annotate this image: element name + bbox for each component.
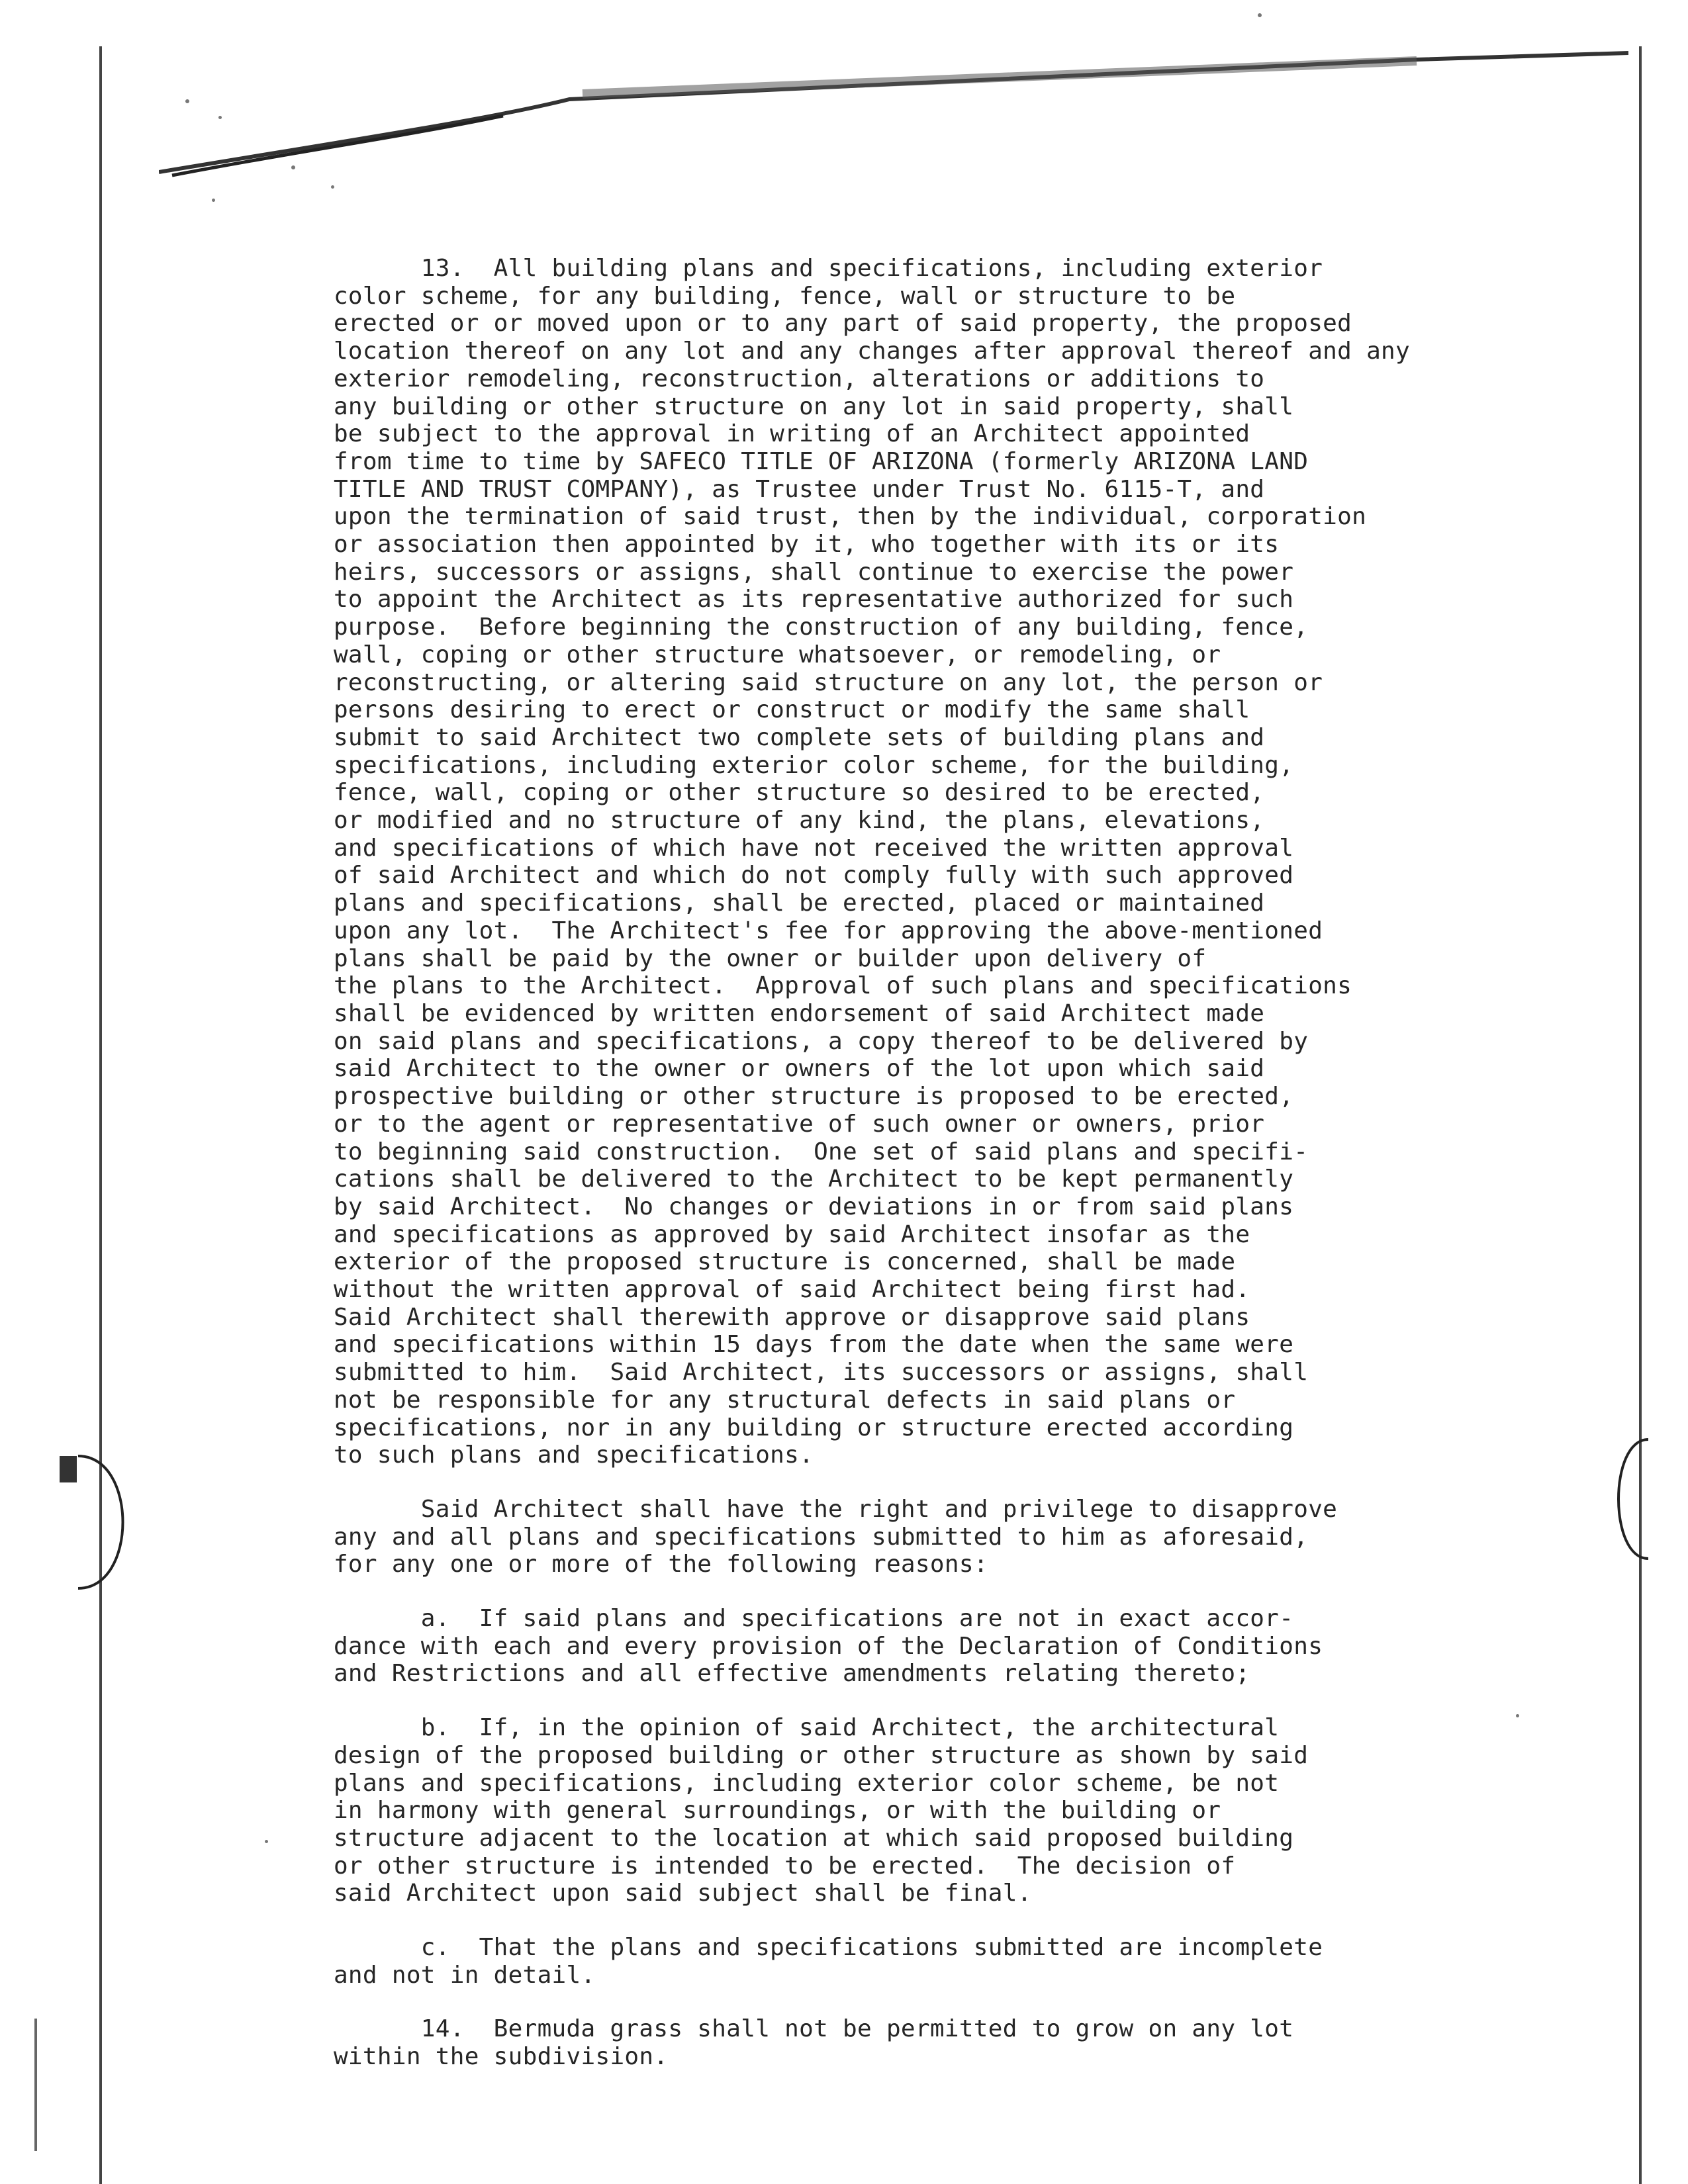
text-line: c. That the plans and specifications submitted are incomplete: [305, 1934, 1323, 1962]
text-line: plans shall be paid by the owner or builder upon delivery of: [305, 944, 1207, 972]
text-line: heirs, successors or assigns, shall continue to exercise the power: [305, 558, 1294, 586]
text-line: specifications, including exterior color scheme, for the building,: [305, 751, 1294, 779]
scan-artifact-line: [34, 2019, 37, 2151]
text-line: or modified and no structure of any kind, the plans, elevations,: [305, 807, 1265, 835]
text-line: a. If said plans and specifications are not in exact accor-: [305, 1605, 1294, 1633]
scan-speckle: [1258, 13, 1262, 17]
text-line: submit to said Architect two complete sets of building plans and: [305, 723, 1265, 751]
document-body: [305, 255, 1509, 2071]
list-item-c: [305, 1934, 1509, 1989]
paragraph-spacer: [305, 1688, 1509, 1714]
text-line: not be responsible for any structural defects in said plans or: [305, 1386, 1236, 1414]
text-line: on said plans and specifications, a copy thereof to be delivered by: [305, 1027, 1309, 1055]
text-line: to beginning said construction. One set of said plans and specifi-: [305, 1138, 1309, 1165]
text-line: plans and specifications, including exterior color scheme, be not: [305, 1769, 1280, 1797]
text-line: to appoint the Architect as its representative authorized for such: [305, 586, 1294, 614]
paragraph-spacer: [305, 1907, 1509, 1934]
text-line: design of the proposed building or other structure as shown by said: [305, 1741, 1309, 1769]
text-line: and Restrictions and all effective amendments relating thereto;: [305, 1660, 1250, 1688]
scan-speckle: [291, 165, 295, 169]
text-line: specifications, nor in any building or structure erected according: [305, 1414, 1294, 1441]
text-line: or association then appointed by it, who together with its or its: [305, 531, 1280, 559]
text-line: any building or other structure on any lot in said property, shall: [305, 392, 1294, 420]
text-line: persons desiring to erect or construct or modify the same shall: [305, 696, 1250, 724]
text-line: Said Architect shall have the right and privilege to disapprove: [305, 1495, 1338, 1523]
text-line: said Architect upon said subject shall be final.: [305, 1880, 1032, 1907]
paragraph-spacer: [305, 1469, 1509, 1496]
text-line: exterior of the proposed structure is concerned, shall be made: [305, 1248, 1236, 1276]
text-line: within the subdivision.: [305, 2043, 669, 2071]
text-line: fence, wall, coping or other structure so desired to be erected,: [305, 779, 1265, 807]
text-line: of said Architect and which do not comply fully with such approved: [305, 862, 1294, 889]
text-line: 13. All building plans and specifications, including exterior: [305, 255, 1323, 282]
paragraph-13: [305, 255, 1509, 1469]
torn-top-edge: [159, 40, 1628, 192]
text-line: in harmony with general surroundings, or with the building or: [305, 1797, 1221, 1825]
text-line: from time to time by SAFECO TITLE OF ARIZONA (formerly ARIZONA LAND: [305, 447, 1309, 475]
paragraph-14: [305, 2015, 1509, 2070]
left-binder-tab: [58, 1449, 131, 1595]
paragraph-architect-rights: [305, 1496, 1509, 1578]
text-line: without the written approval of said Architect being first had.: [305, 1276, 1250, 1304]
text-line: said Architect to the owner or owners of the lot upon which said: [305, 1055, 1265, 1083]
text-line: exterior remodeling, reconstruction, alterations or additions to: [305, 365, 1265, 392]
text-line: and specifications as approved by said Architect insofar as the: [305, 1220, 1250, 1248]
scan-speckle: [218, 116, 222, 119]
list-item-a: [305, 1605, 1509, 1688]
scan-speckle: [1516, 1714, 1519, 1717]
text-line: structure adjacent to the location at which said proposed building: [305, 1824, 1294, 1852]
text-line: be subject to the approval in writing of an Architect appointed: [305, 420, 1250, 448]
scan-speckle: [331, 185, 334, 189]
text-line: dance with each and every provision of the Declaration of Conditions: [305, 1632, 1323, 1660]
text-line: plans and specifications, shall be erected, placed or maintained: [305, 889, 1265, 917]
text-line: b. If, in the opinion of said Architect, the architectural: [305, 1714, 1280, 1742]
text-line: purpose. Before beginning the construction of any building, fence,: [305, 614, 1309, 641]
paragraph-spacer: [305, 1578, 1509, 1605]
text-line: any and all plans and specifications submitted to him as aforesaid,: [305, 1523, 1309, 1551]
text-line: and specifications of which have not received the written approval: [305, 834, 1294, 862]
text-line: or other structure is intended to be erected. The decision of: [305, 1852, 1236, 1880]
text-line: reconstructing, or altering said structure on any lot, the person or: [305, 668, 1323, 696]
text-line: shall be evidenced by written endorsement of said Architect made: [305, 999, 1265, 1027]
right-binder-tab: [1615, 1436, 1655, 1562]
text-line: to such plans and specifications.: [305, 1441, 814, 1469]
text-line: for any one or more of the following reasons:: [305, 1551, 988, 1578]
scan-speckle: [212, 199, 215, 202]
text-line: erected or or moved upon or to any part of said property, the proposed: [305, 310, 1352, 338]
text-line: prospective building or other structure is proposed to be erected,: [305, 1083, 1294, 1111]
scan-speckle: [265, 1840, 268, 1843]
list-item-b: [305, 1714, 1509, 1907]
text-line: Said Architect shall therewith approve or disapprove said plans: [305, 1303, 1250, 1331]
text-line: the plans to the Architect. Approval of such plans and specifications: [305, 972, 1352, 1000]
scan-speckle: [185, 99, 189, 103]
paragraph-spacer: [305, 1989, 1509, 2015]
text-line: or to the agent or representative of such owner or owners, prior: [305, 1110, 1265, 1138]
text-line: wall, coping or other structure whatsoever, or remodeling, or: [305, 641, 1221, 668]
text-line: upon any lot. The Architect's fee for approving the above-mentioned: [305, 917, 1323, 944]
text-line: TITLE AND TRUST COMPANY), as Trustee under Trust No. 6115-T, and: [305, 475, 1265, 503]
text-line: submitted to him. Said Architect, its successors or assigns, shall: [305, 1359, 1309, 1387]
text-line: location thereof on any lot and any changes after approval thereof and any: [305, 338, 1411, 365]
text-line: color scheme, for any building, fence, wall or structure to be: [305, 282, 1236, 310]
text-line: by said Architect. No changes or deviations in or from said plans: [305, 1193, 1294, 1220]
text-line: and specifications within 15 days from the date when the same were: [305, 1331, 1294, 1359]
text-line: cations shall be delivered to the Architect to be kept permanently: [305, 1165, 1294, 1193]
text-line: and not in detail.: [305, 1961, 596, 1989]
text-line: 14. Bermuda grass shall not be permitted to grow on any lot: [305, 2015, 1294, 2043]
text-line: upon the termination of said trust, then by the individual, corporation: [305, 503, 1367, 531]
